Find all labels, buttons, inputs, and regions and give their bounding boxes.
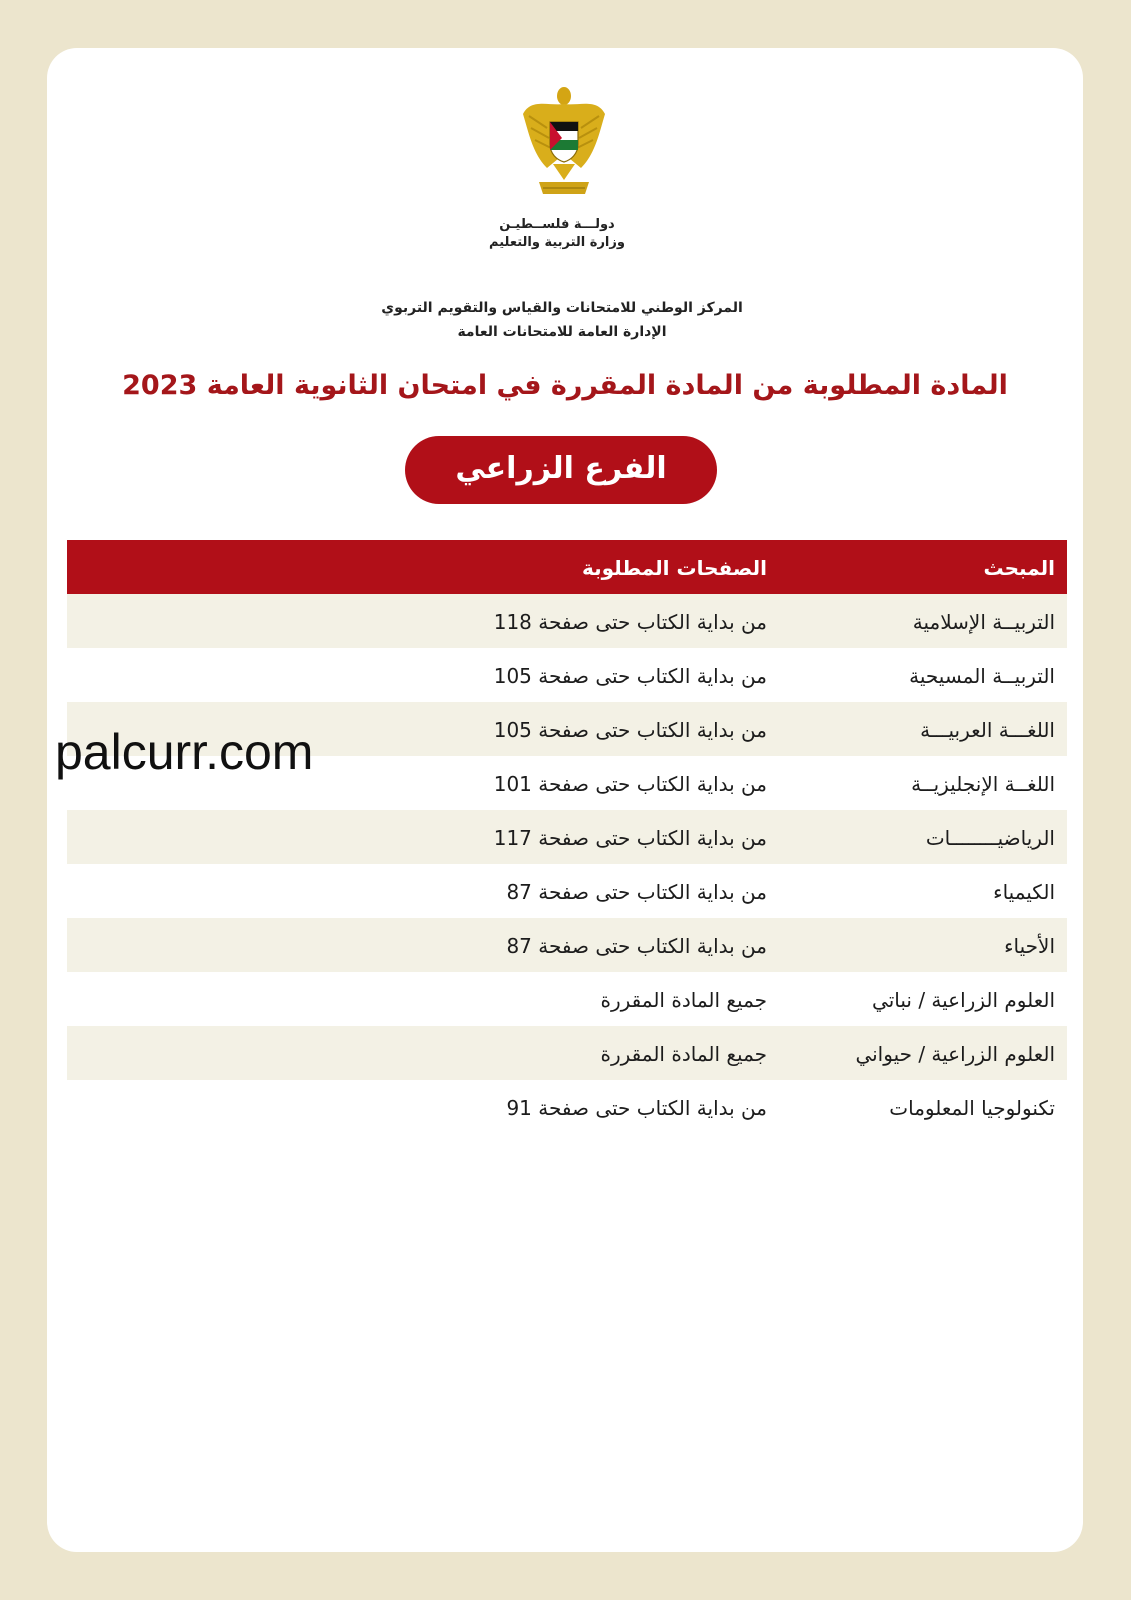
pages-cell: من بداية الكتاب حتى صفحة 91 [506, 1096, 767, 1120]
ministry-name [427, 216, 687, 252]
pages-cell: من بداية الكتاب حتى صفحة 118 [493, 610, 767, 634]
pages-cell: من بداية الكتاب حتى صفحة 87 [506, 934, 767, 958]
header-pages: الصفحات المطلوبة [581, 556, 767, 580]
site-watermark: palcurr.com [55, 724, 314, 780]
subjects-table [67, 540, 1067, 1134]
document-sheet [47, 48, 1083, 1552]
ministry-line-1: دولـــة فلســطيـن [499, 217, 615, 232]
table-row [67, 1080, 1067, 1134]
subject-cell: العلوم الزراعية / نباتي [872, 988, 1055, 1012]
subject-cell: العلوم الزراعية / حيواني [855, 1042, 1055, 1066]
pages-cell: من بداية الكتاب حتى صفحة 105 [493, 718, 767, 742]
subject-cell: التربيــة المسيحية [909, 664, 1055, 688]
table-row [67, 1026, 1067, 1080]
table-row [67, 864, 1067, 918]
pages-cell: من بداية الكتاب حتى صفحة 117 [493, 826, 767, 850]
document-title: المادة المطلوبة من المادة المقررة في امتحان الثانوية العامة 2023 [122, 370, 1008, 401]
pages-cell: من بداية الكتاب حتى صفحة 105 [493, 664, 767, 688]
pages-cell: جميع المادة المقررة [600, 1042, 767, 1066]
pages-cell: من بداية الكتاب حتى صفحة 87 [506, 880, 767, 904]
subject-cell: اللغـــة العربيـــة [920, 718, 1055, 742]
subject-cell: اللغــة الإنجليزيــة [911, 772, 1055, 796]
center-line-1: المركز الوطني للامتحانات والقياس والتقويم التربوي [381, 300, 743, 316]
table-row [67, 648, 1067, 702]
table-row [67, 594, 1067, 648]
table-header-row [67, 540, 1067, 594]
subject-cell: التربيــة الإسلامية [912, 610, 1055, 634]
exam-center-name [247, 296, 877, 344]
subject-cell: تكنولوجيا المعلومات [889, 1096, 1055, 1120]
subject-cell: الأحياء [1004, 934, 1055, 958]
subject-cell: الرياضيــــــــات [925, 826, 1055, 850]
table-row [67, 918, 1067, 972]
branch-badge: الفرع الزراعي [405, 436, 717, 504]
header-subject: المبحث [983, 556, 1055, 580]
ministry-line-2: وزارة التربية والتعليم [489, 235, 625, 250]
pages-cell: من بداية الكتاب حتى صفحة 101 [493, 772, 767, 796]
table-row [67, 810, 1067, 864]
center-line-2: الإدارة العامة للامتحانات العامة [457, 324, 667, 340]
table-row [67, 972, 1067, 1026]
palestine-eagle-emblem [519, 84, 609, 204]
pages-cell: جميع المادة المقررة [600, 988, 767, 1012]
subject-cell: الكيمياء [993, 880, 1055, 904]
